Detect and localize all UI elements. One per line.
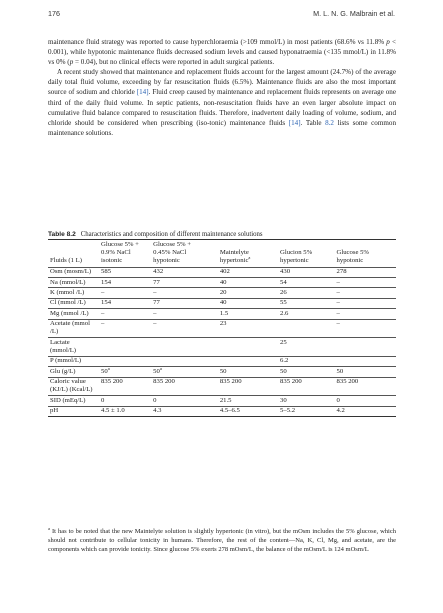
paragraph-1: [48, 37, 396, 67]
table-header-text: hypertonic: [219, 257, 249, 265]
table-cell-text: 23: [219, 320, 227, 328]
footnote-marker: a: [159, 365, 162, 371]
table-row: [48, 309, 396, 319]
table-cell-text: 50: [219, 367, 227, 375]
p-value-symbol: p: [386, 38, 390, 46]
table-row: [48, 377, 396, 396]
table-cell-text: 50: [101, 367, 108, 375]
table-cell-text: 20: [219, 288, 227, 296]
table-header-text: 0.9% NaCl: [101, 249, 131, 257]
table-body: [48, 267, 396, 416]
table-row: [48, 298, 396, 308]
table-cell-text: 835 200: [219, 378, 242, 386]
table-header-text: Glucose 5% +: [101, 241, 139, 248]
table-row: [48, 406, 396, 416]
table-cell-text: –: [101, 309, 105, 317]
table-row-label: [48, 356, 99, 366]
table-cell: [218, 319, 278, 338]
table-cell: [335, 278, 397, 288]
footnote-text: It has to be noted that the new Maintelyte solution is slightly hypertonic (in vitro), but the mOsm includes the 5% glucose, which should not contribute to cellular tonicity in humans. Therefore, the rest of the content—Na, K, Cl, Mg, and acetate, are the components which can provide tonicity. Since glucose 5% exerts 278 mOsm/L, the balance of the mOsm/L is 124 mOsm/L: [48, 528, 396, 553]
table-cell: [335, 356, 397, 366]
table-cell-text: 278: [336, 268, 347, 276]
table-cell-text: 77: [153, 278, 160, 286]
table-header-text: hypertonic: [280, 257, 309, 265]
table-cell: [218, 338, 278, 357]
table-cell-text: Caloric value (KJ/L) (Kcal/L): [50, 378, 93, 394]
table-cell: [151, 367, 218, 377]
table-row: [48, 267, 396, 277]
table-cell: [99, 377, 151, 396]
table-cell-text: 77: [153, 299, 160, 307]
table-header-cell: [99, 240, 151, 268]
table-row: [48, 367, 396, 377]
table-row-label: [48, 406, 99, 416]
table-cell-text: P (mmol/L): [50, 357, 82, 365]
table-cell-text: 54: [280, 278, 287, 286]
table-cell-text: 154: [101, 278, 112, 286]
citation-link[interactable]: [14]: [136, 88, 149, 97]
table-cell: [335, 396, 397, 406]
table-cell: [151, 319, 218, 338]
table-cell: [99, 396, 151, 406]
table-cell-text: –: [336, 309, 340, 317]
table-cell: [151, 338, 218, 357]
table-cell-text: –: [336, 320, 340, 328]
paragraph-1-text-b: < 0.001), while hypotonic maintenance fluids decreased sodium levels and caused hyponatraemia (<135 mmol/L) in 11.8% vs 0% (: [48, 38, 396, 67]
table-cell-text: Mg (mmol /L): [50, 309, 89, 317]
table-row-label: [48, 288, 99, 298]
table-cell: [335, 406, 397, 416]
table-cell: [99, 288, 151, 298]
table-header-text: Fluids (1 L): [50, 257, 82, 265]
paragraph-1-text-a: maintenance fluid strategy was reported to cause hyperchloraemia (>109 mmol/L) in most patients (68.6% vs 11.8%: [48, 38, 387, 46]
table-header-text: isotonic: [101, 257, 123, 265]
table-header-cell: [218, 240, 278, 268]
table-cell-text: –: [101, 288, 105, 296]
table-cell-text: 26: [280, 288, 287, 296]
table-cell: [335, 288, 397, 298]
table-cell: [151, 396, 218, 406]
table-cell-text: –: [153, 288, 157, 296]
table-cell: [278, 356, 334, 366]
table-cell-text: Glu (g/L): [50, 367, 76, 375]
table-cell: [278, 406, 334, 416]
table-cell: [278, 338, 334, 357]
table-cell: [278, 267, 334, 277]
table-row: [48, 396, 396, 406]
maintenance-solutions-table: [48, 239, 396, 417]
paragraph-2-text-c: . Table: [300, 118, 326, 127]
table-cell: [218, 278, 278, 288]
footnote-marker: a: [248, 255, 251, 261]
table-row-label: [48, 319, 99, 338]
table-cell-text: 835 200: [101, 378, 123, 386]
table-cell: [151, 288, 218, 298]
paragraph-2-text-d: lists some common maintenance solutions.: [48, 118, 396, 137]
table-cell-text: 4.2: [336, 407, 345, 415]
paragraph-2-text-b: . Fluid creep caused by maintenance and replacement fluids represents on average one third of the daily fluid volume. In septic patients, non-resuscitation fluids have an even larger absolute impact on cumulative fluid balance compared to resuscitation fluids. Therefore, inadvertent daily loading of volume, sodium, and chloride should be considered when prescribing (iso-tonic) maintenance fluids: [48, 88, 396, 127]
table-cell: [278, 288, 334, 298]
table-cell: [218, 267, 278, 277]
table-cell-text: 50: [280, 367, 287, 375]
table-row-label: [48, 267, 99, 277]
table-cell-text: 25: [280, 338, 287, 346]
table-cell-text: 5–5.2: [280, 407, 296, 415]
table-row: [48, 356, 396, 366]
table-cell: [278, 309, 334, 319]
table-cell: [218, 309, 278, 319]
table-cell-text: –: [336, 288, 340, 296]
table-header-text: Maintelyte: [219, 249, 249, 257]
table-cell: [278, 298, 334, 308]
table-row: [48, 288, 396, 298]
table-cell-text: –: [153, 309, 157, 317]
table-header-row: [48, 240, 396, 268]
table-cell: [99, 338, 151, 357]
table-reference-link[interactable]: 8.2: [325, 118, 334, 127]
table-header-text: 0.45% NaCl: [153, 249, 187, 257]
table-cell: [99, 367, 151, 377]
table-cell: [218, 377, 278, 396]
running-header: [48, 9, 395, 21]
paragraph-2-text-a: A recent study showed that maintenance and replacement fluids account for the largest amount (24.7%) of the average daily total fluid volume, exceeding by far resuscitation fluids (6.5%). Maintenance fluids are also the most important source of sodium and chloride: [48, 68, 396, 97]
table-row-label: [48, 309, 99, 319]
table-cell: [218, 298, 278, 308]
table-row: [48, 338, 396, 357]
table-cell: [335, 377, 397, 396]
table-cell: [151, 298, 218, 308]
table-cell-text: 40: [219, 278, 227, 286]
table-cell-text: 835 200: [336, 378, 359, 386]
table-cell-text: 432: [153, 268, 164, 276]
table-cell-text: 40: [219, 299, 227, 307]
table-row-label: [48, 338, 99, 357]
table-cell-text: Osm (mosm/L): [50, 268, 92, 276]
table-cell-text: Cl (mmol /L): [50, 299, 86, 307]
table-header-cell: [48, 240, 99, 268]
table-cell-text: 835 200: [153, 378, 175, 386]
table-cell-text: 50: [336, 367, 344, 375]
table-cell: [278, 367, 334, 377]
table-cell-text: 1.5: [219, 309, 229, 317]
table-cell-text: 402: [219, 268, 230, 276]
table-cell: [99, 406, 151, 416]
citation-link[interactable]: [14]: [288, 118, 301, 127]
table-cell-text: 0: [153, 396, 157, 404]
table-header-text: Glucose 5% +: [153, 241, 192, 248]
table-cell-text: 55: [280, 299, 287, 307]
table-cell-text: 585: [101, 268, 112, 276]
page-number: 176: [48, 9, 60, 18]
table-caption-label: Table 8.2: [48, 231, 76, 238]
table-cell-text: pH: [50, 407, 59, 415]
table-cell-text: Lactate (mmol/L): [50, 338, 77, 354]
table-row: [48, 319, 396, 338]
table-cell: [99, 309, 151, 319]
table-cell: [99, 267, 151, 277]
table-cell-text: –: [101, 320, 105, 328]
body-text: [48, 37, 396, 138]
table-cell-text: 50: [153, 367, 160, 375]
table-cell-text: –: [336, 278, 340, 286]
table-cell: [335, 367, 397, 377]
table-header-text: hypotonic: [336, 257, 364, 265]
table-cell: [335, 319, 397, 338]
table-footnote: [48, 527, 396, 554]
table-cell-text: 4.5–6.5: [219, 407, 240, 415]
table-header-text: Glucose 5%: [336, 249, 370, 257]
table-header-cell: [278, 240, 334, 268]
table-row-label: [48, 367, 99, 377]
table-cell-text: 0: [101, 396, 105, 404]
table-cell: [278, 396, 334, 406]
table-cell-text: Na (mmol/L): [50, 278, 86, 286]
table-cell: [151, 267, 218, 277]
table-caption: [48, 231, 396, 238]
table-cell-text: SID (mEq/L): [50, 396, 86, 404]
table-cell: [278, 377, 334, 396]
paragraph-2: [48, 67, 396, 138]
table-cell-text: 21.5: [219, 396, 232, 404]
table-cell: [278, 319, 334, 338]
p-value-symbol: p: [69, 58, 74, 67]
table-cell: [278, 278, 334, 288]
table-cell-text: –: [336, 299, 340, 307]
table-cell: [151, 278, 218, 288]
table-cell-text: 154: [101, 299, 112, 307]
table-cell: [218, 356, 278, 366]
table-cell: [335, 298, 397, 308]
table-cell-text: 4.5 ± 1.0: [101, 407, 125, 415]
table-caption-text: Characteristics and composition of different maintenance solutions: [80, 231, 263, 238]
footnote-marker: a: [107, 365, 110, 371]
table-cell-text: 30: [280, 396, 287, 404]
table-cell-text: 4.3: [153, 407, 162, 415]
paragraph-1-text-c: = 0.04), but no clinical effects were reported in adult surgical patients.: [73, 58, 275, 67]
table-row: [48, 278, 396, 288]
table-cell: [151, 377, 218, 396]
table-cell: [218, 367, 278, 377]
table-cell-text: 6.2: [280, 357, 289, 365]
table-row-label: [48, 396, 99, 406]
table-cell-text: –: [153, 320, 157, 328]
table-cell-text: Acetate (mmol /L): [50, 320, 90, 336]
table-row-label: [48, 278, 99, 288]
table-row-label: [48, 377, 99, 396]
table-cell-text: 430: [280, 268, 291, 276]
table-cell: [151, 406, 218, 416]
table-cell-text: K (mmol /L): [50, 288, 85, 296]
table-cell: [218, 396, 278, 406]
table-cell: [218, 406, 278, 416]
table-header-text: Glucion 5%: [280, 249, 313, 257]
table-cell-text: 2.6: [280, 309, 289, 317]
table-header-text: hypotonic: [153, 257, 180, 265]
table-header-cell: [151, 240, 218, 268]
table-cell: [151, 309, 218, 319]
table-cell: [335, 267, 397, 277]
table-header-cell: [335, 240, 397, 268]
table-cell-text: 0: [336, 396, 340, 404]
table-cell: [99, 278, 151, 288]
table-cell: [335, 309, 397, 319]
table-cell-text: 835 200: [280, 378, 302, 386]
table-row-label: [48, 298, 99, 308]
table-cell: [218, 288, 278, 298]
running-authors: M. L. N. G. Malbrain et al.: [313, 9, 395, 18]
maintenance-solutions-table-wrap: [48, 239, 396, 417]
table-cell: [99, 319, 151, 338]
table-cell: [335, 338, 397, 357]
footnote-marker: a: [48, 525, 50, 531]
table-cell: [99, 298, 151, 308]
